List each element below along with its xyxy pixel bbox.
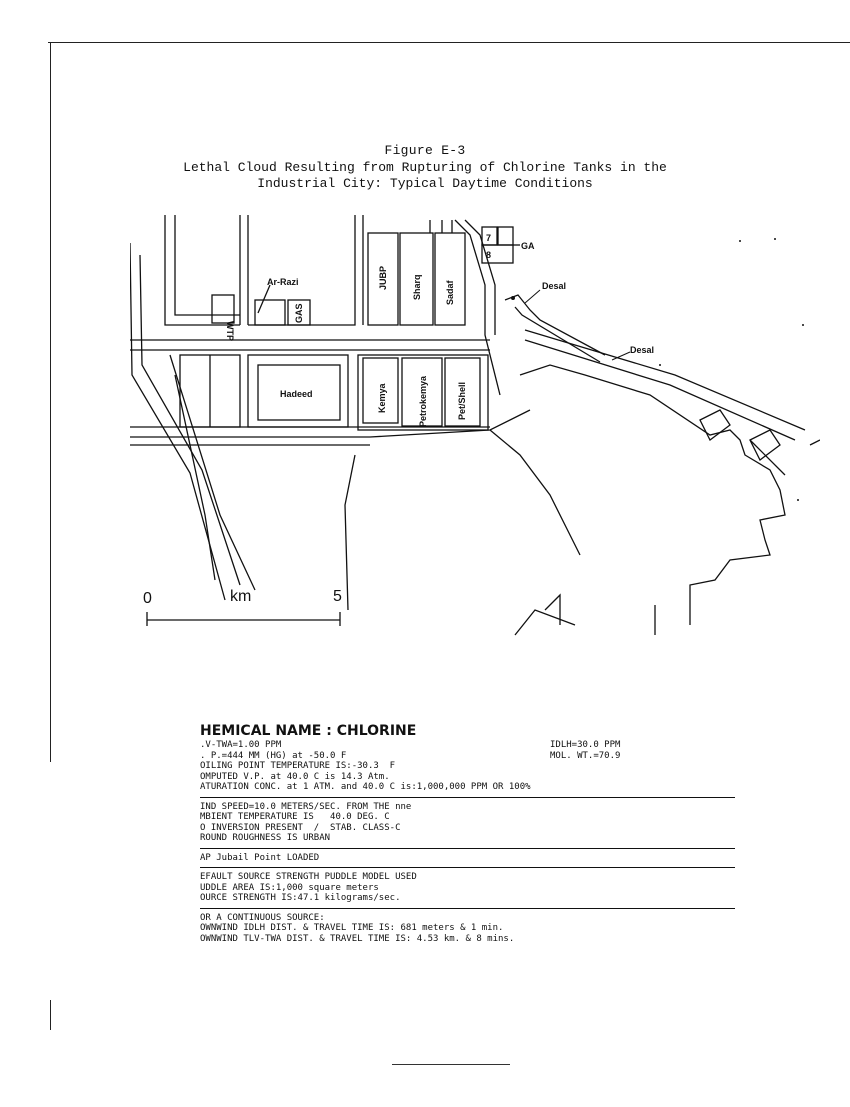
page-bottom-rule xyxy=(392,1064,510,1065)
report-line: OWNWIND TLV-TWA DIST. & TRAVEL TIME IS: 4.53 km. & 8 mins. xyxy=(200,933,515,944)
report-line: OMPUTED V.P. at 40.0 C is 14.3 Atm. xyxy=(200,771,390,782)
map-label-jubp: JUBP xyxy=(378,265,388,290)
map-label-sharq: Sharq xyxy=(412,274,422,300)
map-label-sadaf: Sadaf xyxy=(445,280,455,305)
map-label-pet-shell: Pet/Shell xyxy=(457,381,467,420)
report-line: OR A CONTINUOUS SOURCE: xyxy=(200,912,325,923)
map-dot xyxy=(739,240,741,242)
report-line-right: IDLH=30.0 PPM xyxy=(550,740,621,750)
report-line: ATURATION CONC. at 1 ATM. and 40.0 C is:1,000,000 PPM OR 100% xyxy=(200,782,531,792)
map-road xyxy=(130,243,225,600)
report-separator xyxy=(200,908,735,909)
map-coastline xyxy=(490,430,580,555)
figure-title-line1: Lethal Cloud Resulting from Rupturing of Chlorine Tanks in the xyxy=(183,160,667,175)
map-box-7-8 xyxy=(498,227,513,245)
lethal-cloud-map xyxy=(130,215,820,640)
map-coastline xyxy=(515,610,575,635)
map-label-hadeed: Hadeed xyxy=(280,389,313,399)
map-label-8: 8 xyxy=(486,250,492,260)
report-line: . P.=444 MM (HG) at -50.0 F xyxy=(200,750,347,761)
report-line: .V-TWA=1.00 PPM xyxy=(200,740,282,750)
report-separator xyxy=(200,867,735,868)
map-coastline xyxy=(545,595,560,625)
report-line: AP Jubail Point LOADED xyxy=(200,852,320,863)
map-coastline xyxy=(520,365,785,625)
map-dot xyxy=(659,364,661,366)
report-line: EFAULT SOURCE STRENGTH PUDDLE MODEL USED xyxy=(200,872,417,882)
map-label-petrokemya: Petrokemya xyxy=(418,375,428,427)
map-quay xyxy=(700,410,730,440)
map-wtp-building xyxy=(212,295,234,323)
map-road xyxy=(175,375,215,580)
map-point xyxy=(511,296,515,300)
scale-bar xyxy=(145,610,345,630)
map-dot xyxy=(774,238,776,240)
map-pointer xyxy=(258,285,270,313)
map-road xyxy=(130,410,530,437)
figure-number: Figure E-3 xyxy=(384,143,466,158)
map-label-gas: GAS xyxy=(294,303,304,323)
map-label-kemya: Kemya xyxy=(377,383,387,413)
report-separator xyxy=(200,797,735,798)
report-line: ROUND ROUGHNESS IS URBAN xyxy=(200,833,331,843)
map-sadaf-building xyxy=(435,233,465,325)
report-line: IND SPEED=10.0 METERS/SEC. FROM THE nne xyxy=(200,801,412,812)
map-label-desal-2: Desal xyxy=(630,345,655,355)
report-line: O INVERSION PRESENT / STAB. CLASS-C xyxy=(200,822,401,833)
scale-start-label: 0 xyxy=(143,590,152,607)
map-pier xyxy=(515,307,600,362)
chemical-name: HEMICAL NAME : CHLORINE xyxy=(200,723,417,739)
report-line: OILING POINT TEMPERATURE IS:-30.3 F xyxy=(200,761,396,771)
chemical-report xyxy=(200,722,740,944)
figure-title-line2: Industrial City: Typical Daytime Conditions xyxy=(257,176,593,191)
report-row xyxy=(200,751,740,762)
report-line: UDDLE AREA IS:1,000 square meters xyxy=(200,882,379,893)
map-block xyxy=(175,215,240,315)
map-label-7: 7 xyxy=(486,233,492,243)
report-separator xyxy=(200,848,735,849)
map-pointer xyxy=(525,290,540,303)
scale-end-label: 5 xyxy=(333,588,342,605)
map-road xyxy=(455,220,500,395)
map-dot xyxy=(797,499,799,501)
report-line: OURCE STRENGTH IS:47.1 kilograms/sec. xyxy=(200,893,401,903)
map-label-ar-razi: Ar-Razi xyxy=(267,277,299,287)
map-quay xyxy=(810,440,820,445)
map-block xyxy=(165,215,240,325)
map-road xyxy=(345,455,355,610)
map-ar-razi-building xyxy=(255,300,285,325)
map-pier xyxy=(505,295,605,355)
map-label-desal-1: Desal xyxy=(542,281,567,291)
map-breakwater xyxy=(525,340,795,440)
map-label-ga: GA xyxy=(521,241,535,251)
scan-border-top xyxy=(48,42,850,43)
map-label-wtp: WTP xyxy=(225,321,235,341)
scale-unit-label: km xyxy=(230,588,252,605)
report-line-right: MOL. WT.=70.9 xyxy=(550,750,621,761)
report-line: OWNWIND IDLH DIST. & TRAVEL TIME IS: 681 meters & 1 min. xyxy=(200,923,504,933)
report-line: MBIENT TEMPERATURE IS 40.0 DEG. C xyxy=(200,812,390,822)
map-dot xyxy=(802,324,804,326)
map-breakwater xyxy=(525,330,805,430)
report-row xyxy=(200,740,740,751)
map-marks xyxy=(430,220,452,233)
scan-border-left-lower xyxy=(50,1000,51,1030)
